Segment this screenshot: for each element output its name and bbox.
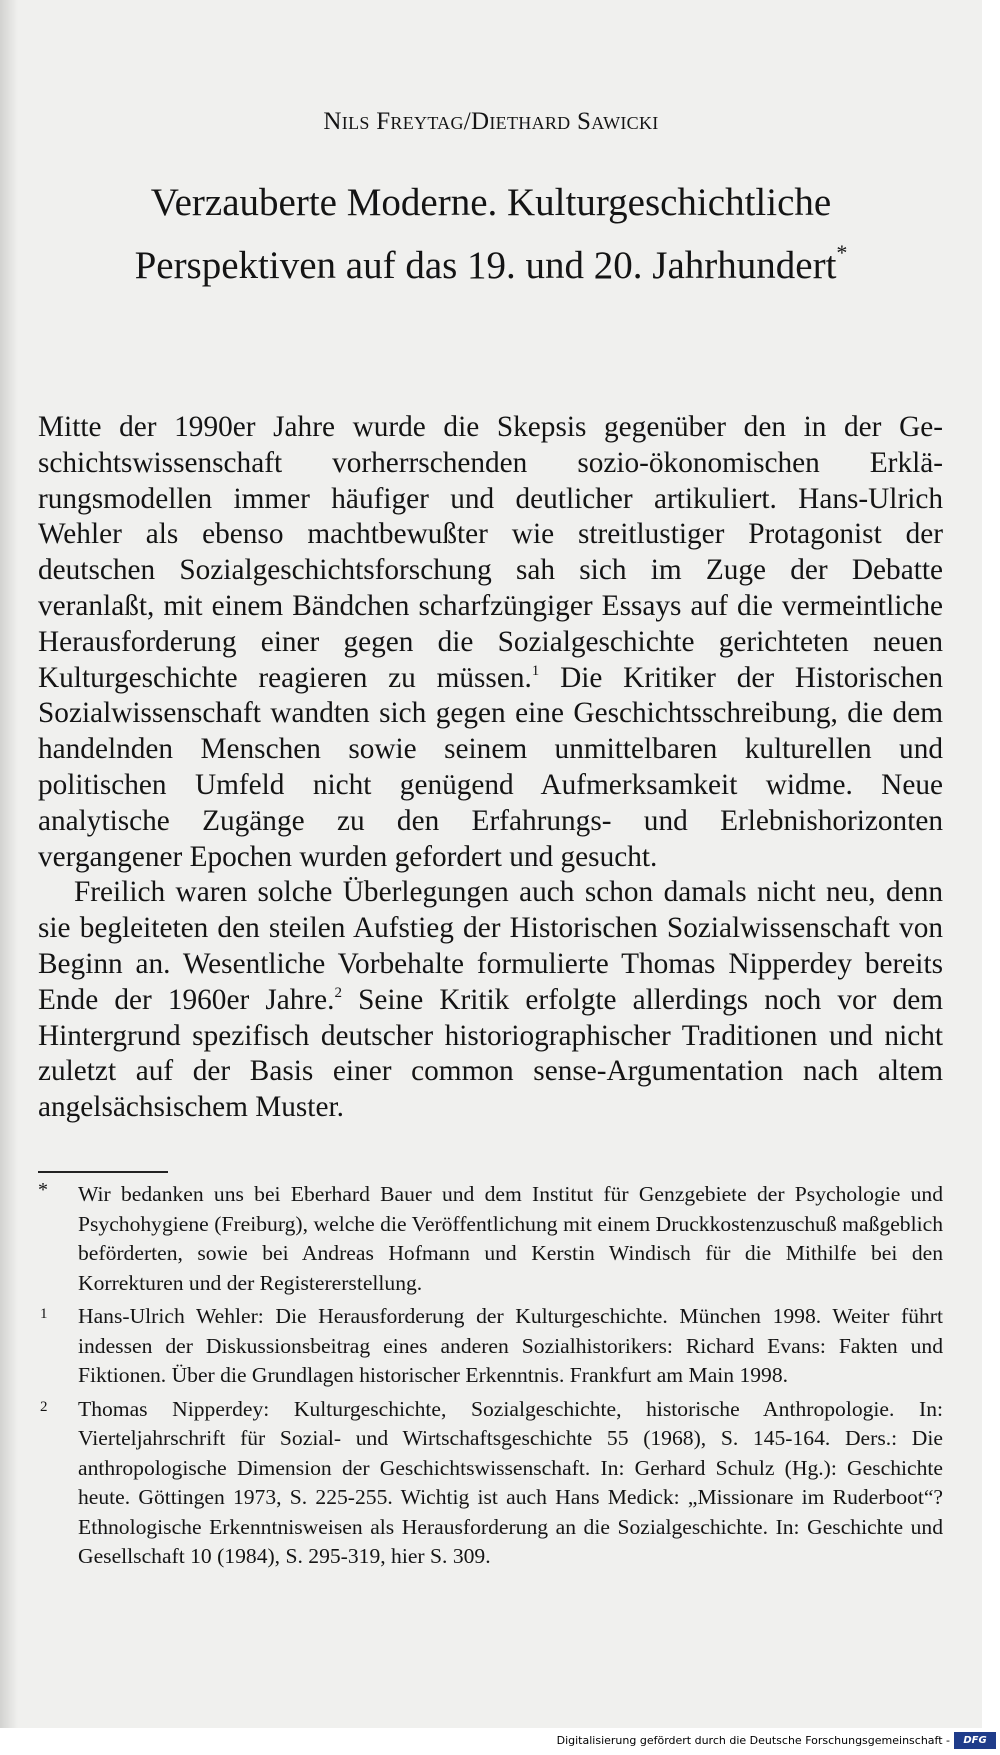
paragraph-1 [38, 410, 943, 875]
footnote-1 [38, 1302, 943, 1391]
paragraph-2 [38, 875, 943, 1126]
page-edge-shadow [0, 0, 18, 1728]
title-line-2: Perspektiven auf das 19. und 20. Jahrhundert [134, 244, 837, 287]
footnote-mark: 2 [40, 1398, 48, 1415]
paragraph-2-part-b: Seine Kritik erfolgte allerdings noch vor dem Hintergrund spezifisch deutscher historiographischer Traditionen und nicht zuletzt auf der Basis einer common sense-Argumentation nach altem angelsächsischem Muster. [38, 983, 943, 1124]
title-footnote-mark: * [836, 240, 848, 265]
footnote-text: Hans-Ulrich Wehler: Die Herausforderung der Kulturgeschichte. München 1998. Weiter führt indessen der Diskussionsbeitrag eines anderen Sozialhistorikers: Richard Evans: Fakten und Fiktionen. Über die Grundlagen historischer Erkenntnis. Frankfurt am Main 1998. [78, 1304, 943, 1387]
author-line: Nils Freytag/Diethard Sawicki [323, 108, 659, 135]
paragraph-1-part-a: Mitte der 1990er Jahre wurde die Skepsis gegenüber den in der Geschichtswissenschaft vorherrschenden sozio-ökonomischen Erklärungsmodellen immer häufiger und deutlicher artikuliert. Hans-Ulrich Wehler als ebenso machtbewußter wie streitlustiger Protagonist der deutschen Sozialgeschichtsforschung sah sich im Zuge der Debatte veranlaßt, mit einem Bändchen scharfzüngiger Essays auf die vermeintliche Herausforderung einer gegen die Sozialgeschichte gerichteten neuen Kulturgeschichte reagieren zu müssen. [38, 411, 943, 694]
footnote-separator [38, 1171, 168, 1173]
article-title [60, 178, 922, 291]
footnote-ref-2: 2 [334, 984, 342, 1001]
title-line-1: Verzauberte Moderne. Kulturgeschichtliche [150, 181, 832, 224]
dfg-logo: DFG [954, 1732, 996, 1749]
footnote-mark: * [38, 1179, 48, 1201]
footnote-text: Wir bedanken uns bei Eberhard Bauer und dem Institut für Genzgebiete der Psychologie und Psychohygiene (Freiburg), welche die Veröffentlichung mit einem Druckkostenzuschuß maßgeblich beförderten, sowie bei Andreas Hofmann und Kerstin Windisch für die Mithilfe bei den Korrekturen und der Registererstellung. [78, 1182, 943, 1295]
footnote-text: Thomas Nipperdey: Kulturgeschichte, Sozialgeschichte, historische Anthropologie. In: Vierteljahrschrift für Sozial- und Wirtschaftsgeschichte 55 (1968), S. 145-164. Ders.: Die anthropologische Dimension der Geschichtswissenschaft. In: Gerhard Schulz (Hg.): Geschichte heute. Göttingen 1973, S. 225-255. Wichtig ist auch Hans Medick: „Missionare im Ruderboot“? Ethnologische Erkenntnisweisen als Herausforderung an die Sozialgeschichte. In: Geschichte und Gesellschaft 10 (1984), S. 295-319, hier S. 309. [78, 1396, 943, 1568]
footnote-2 [38, 1395, 943, 1572]
digitization-credit: Digitalisierung gefördert durch die Deutsche Forschungsgemeinschaft - [556, 1734, 950, 1747]
footnote-ref-1: 1 [531, 662, 540, 679]
footnotes [38, 1180, 943, 1576]
footnote-star [38, 1180, 943, 1298]
footnote-mark: 1 [40, 1306, 48, 1322]
paragraph-1-part-b: Die Kritiker der Historischen Sozialwissenschaft wandten sich gegen eine Geschichtsschreibung, die dem handelnden Menschen sowie seinem unmittelbaren kulturellen und politischen Umfeld nicht genügend Aufmerksamkeit widme. Neue analytische Zugänge zu den Erfahrungs- und Erlebnishorizonten vergangener Epochen wurden gefordert und gesucht. [38, 661, 943, 873]
body-text [38, 410, 943, 1126]
paragraph-2-part-a: Freilich waren solche Überlegungen auch schon damals nicht neu, denn sie begleiteten den steilen Aufstieg der Historischen Sozialwissenschaft von Beginn an. Wesentliche Vorbehalte formulierte Thomas Nipperdey bereits Ende der 1960er Jahre. [38, 876, 943, 1016]
